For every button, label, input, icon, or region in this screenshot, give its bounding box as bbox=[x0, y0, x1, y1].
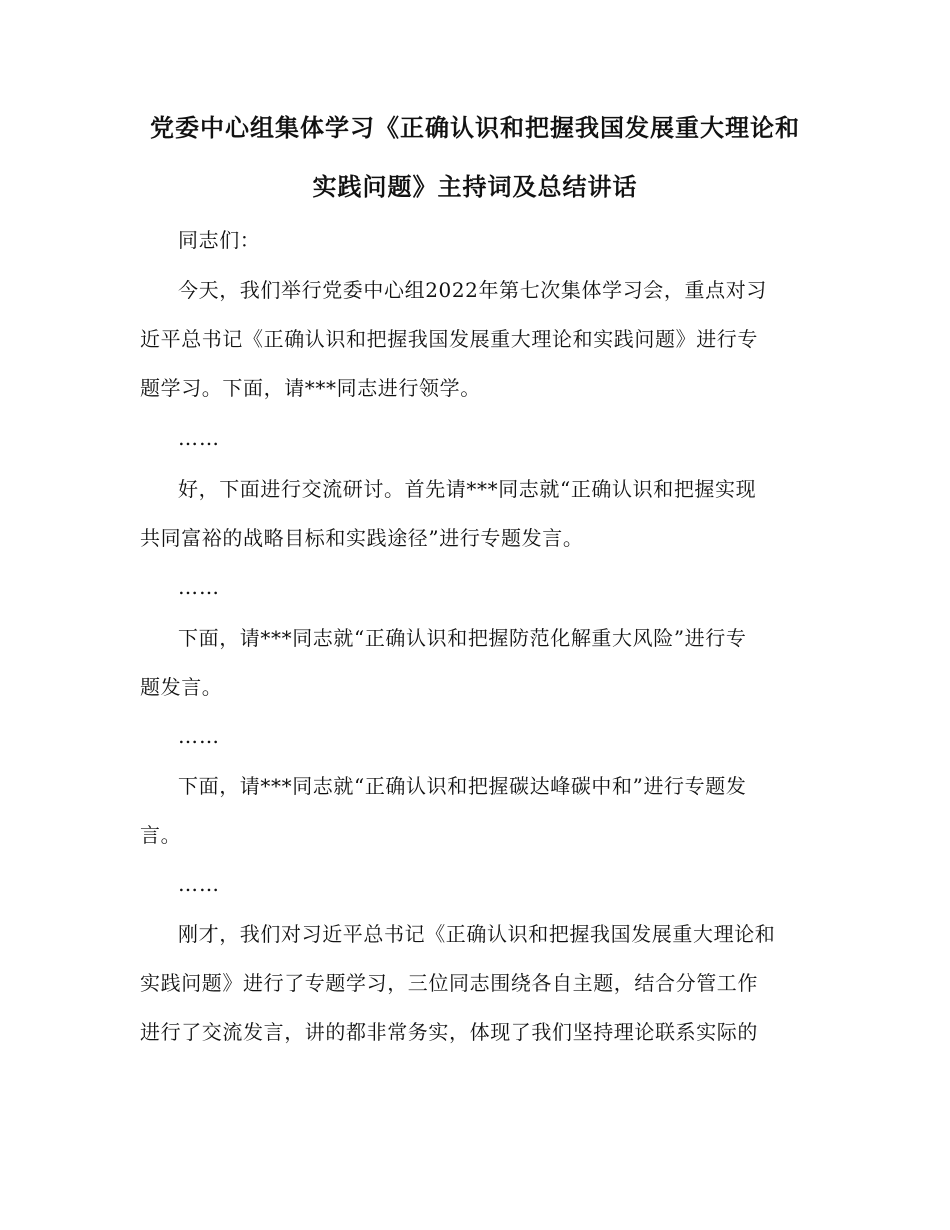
greeting: 同志们： bbox=[178, 228, 261, 252]
paragraph-5-line-3: 进行了交流发言，讲的都非常务实，体现了我们坚持理论联系实际的 bbox=[140, 1020, 758, 1044]
paragraph-5-line-2: 实践问题》进行了专题学习，三位同志围绕各自主题，结合分管工作 bbox=[140, 971, 758, 995]
paragraph-1-line-2: 近平总书记《正确认识和把握我国发展重大理论和实践问题》进行专 bbox=[140, 327, 758, 351]
document-title-line-1: 党委中心组集体学习《正确认识和把握我国发展重大理论和 bbox=[150, 114, 800, 142]
paragraph-5-line-1: 刚才，我们对习近平总书记《正确认识和把握我国发展重大理论和 bbox=[178, 922, 776, 946]
ellipsis-3: …… bbox=[178, 724, 220, 748]
paragraph-2-line-1: 好，下面进行交流研讨。首先请***同志就“正确认识和把握实现 bbox=[178, 477, 757, 501]
paragraph-4-line-2: 言。 bbox=[140, 823, 182, 847]
paragraph-1-line-3: 题学习。下面，请***同志进行领学。 bbox=[140, 376, 481, 400]
paragraph-4-line-1: 下面，请***同志就“正确认识和把握碳达峰碳中和”进行专题发 bbox=[178, 774, 747, 798]
paragraph-3-line-2: 题发言。 bbox=[140, 675, 223, 699]
paragraph-3-line-1: 下面，请***同志就“正确认识和把握防范化解重大风险”进行专 bbox=[178, 626, 747, 650]
document-title-line-2: 实践问题》主持词及总结讲话 bbox=[312, 173, 638, 201]
paragraph-1-line-1: 今天，我们举行党委中心组2022年第七次集体学习会，重点对习 bbox=[178, 278, 767, 302]
ellipsis-2: …… bbox=[178, 575, 220, 599]
paragraph-2-line-2: 共同富裕的战略目标和实践途径”进行专题发言。 bbox=[140, 526, 584, 550]
ellipsis-1: …… bbox=[178, 426, 220, 450]
ellipsis-4: …… bbox=[178, 872, 220, 896]
